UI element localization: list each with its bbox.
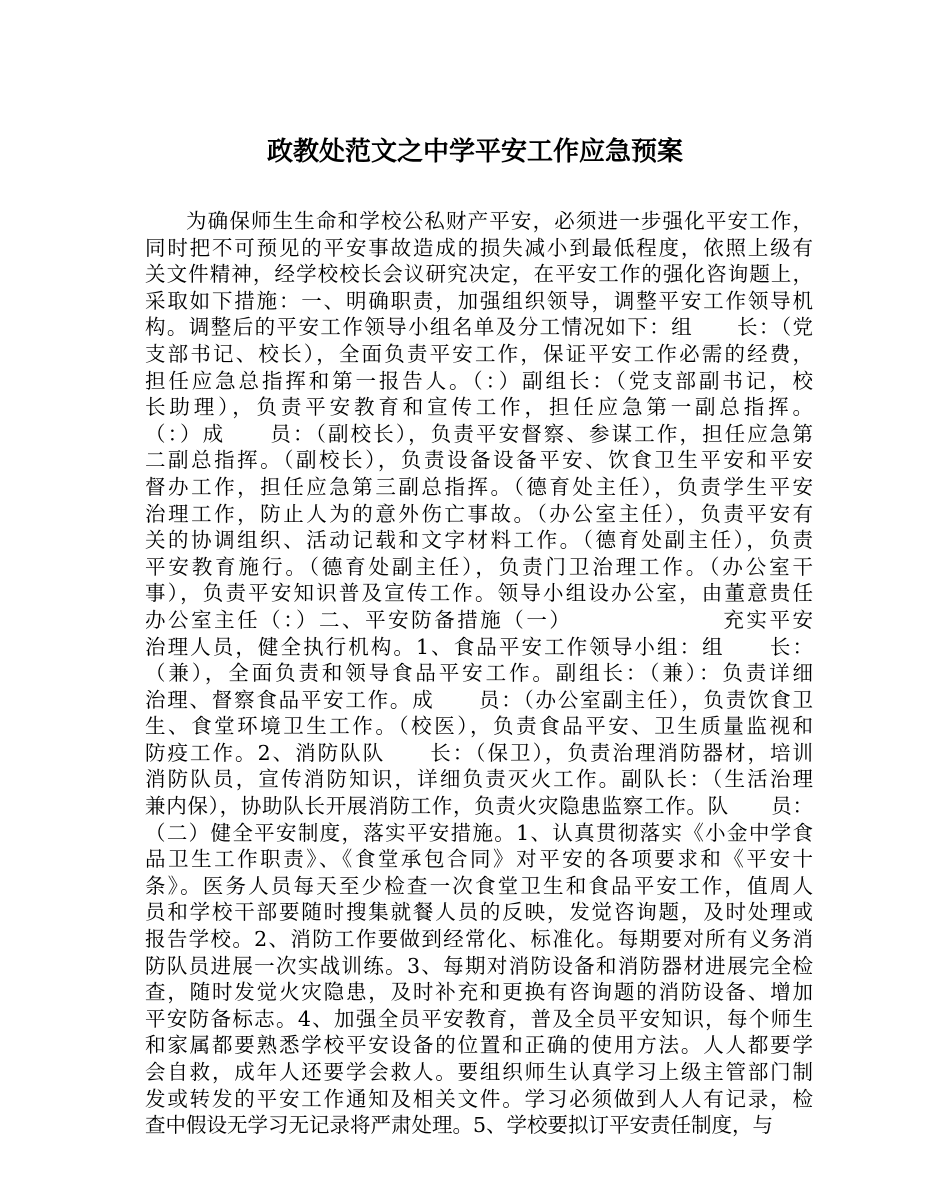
body-line: 采取如下措施：一、明确职责，加强组织领导，调整平安工作领导机 bbox=[145, 288, 813, 313]
body-line: 报告学校。2、消防工作要做到经常化、标准化。每期要对所有义务消 bbox=[145, 927, 813, 952]
body-line: 关的协调组织、活动记载和文字材料工作。（德育处副主任），负责 bbox=[145, 528, 813, 553]
body-line: 担任应急总指挥和第一报告人。（：）副组长：（党支部副书记，校 bbox=[145, 368, 813, 393]
body-line: 事），负责平安知识普及宣传工作。领导小组设办公室，由董意贵任 bbox=[145, 581, 813, 606]
body-line: 同时把不可预见的平安事故造成的损失减小到最低程度，依照上级有 bbox=[145, 235, 813, 260]
body-line: （：）成 员：（副校长），负责平安督察、参谋工作，担任应急第 bbox=[145, 421, 813, 446]
body-line: 兼内保），协助队长开展消防工作，负责火灾隐患监察工作。队 员： bbox=[145, 794, 813, 819]
body-line: 构。调整后的平安工作领导小组名单及分工情况如下：组 长：（党 bbox=[145, 315, 813, 340]
body-line: 查中假设无学习无记录将严肃处理。5、学校要拟订平安责任制度，与 bbox=[145, 1113, 774, 1138]
body-line: 办公室主任（：）二、平安防备措施（一） 充实平安 bbox=[145, 607, 813, 632]
body-line: （二）健全平安制度，落实平安措施。1、认真贯彻落实《小金中学食 bbox=[145, 820, 813, 845]
body-line: 防疫工作。2、消防队队 长：（保卫），负责治理消防器材，培训 bbox=[145, 740, 813, 765]
body-line: 二副总指挥。（副校长），负责设备设备平安、饮食卫生平安和平安 bbox=[145, 448, 813, 473]
body-line: 生、食堂环境卫生工作。（校医），负责食品平安、卫生质量监视和 bbox=[145, 714, 813, 739]
document-body bbox=[145, 208, 813, 1139]
body-line: 支部书记、校长），全面负责平安工作，保证平安工作必需的经费， bbox=[145, 341, 813, 366]
body-line: 员和学校干部要随时搜集就餐人员的反映，发觉咨询题，及时处理或 bbox=[145, 900, 813, 925]
body-line: 防队员进展一次实战训练。3、每期对消防设备和消防器材进展完全检 bbox=[145, 953, 813, 978]
body-line: 条》。医务人员每天至少检查一次食堂卫生和食品平安工作，值周人 bbox=[145, 873, 813, 898]
body-line: 品卫生工作职责》、《食堂承包合同》对平安的各项要求和《平安十 bbox=[145, 847, 813, 872]
body-line: 督办工作，担任应急第三副总指挥。（德育处主任），负责学生平安 bbox=[145, 474, 813, 499]
body-line: 平安教育施行。（德育处副主任），负责门卫治理工作。（办公室干 bbox=[145, 554, 813, 579]
body-line: 发或转发的平安工作通知及相关文件。学习必须做到人人有记录，检 bbox=[145, 1086, 813, 1111]
body-line: 为确保师生生命和学校公私财产平安，必须进一步强化平安工作， bbox=[186, 209, 813, 233]
body-line: 平安防备标志。4、加强全员平安教育，普及全员平安知识，每个师生 bbox=[145, 1006, 813, 1031]
body-line: 治理人员，健全执行机构。1、食品平安工作领导小组：组 长： bbox=[145, 634, 813, 659]
body-line: 关文件精神，经学校校长会议研究决定，在平安工作的强化咨询题上， bbox=[145, 262, 813, 287]
body-line: 会自救，成年人还要学会救人。要组织师生认真学习上级主管部门制 bbox=[145, 1060, 813, 1084]
body-line: 消防队员，宣传消防知识，详细负责灭火工作。副队长：（生活治理 bbox=[145, 767, 813, 792]
body-line: 治理工作，防止人为的意外伤亡事故。（办公室主任），负责平安有 bbox=[145, 501, 813, 526]
body-line: 和家属都要熟悉学校平安设备的位置和正确的使用方法。人人都要学 bbox=[145, 1033, 813, 1058]
body-line: 查，随时发觉火灾隐患，及时补充和更换有咨询题的消防设备、增加 bbox=[145, 980, 813, 1005]
body-line: （兼），全面负责和领导食品平安工作。副组长：（兼）：负责详细 bbox=[145, 661, 813, 686]
document-title: 政教处范文之中学平安工作应急预案 bbox=[266, 137, 683, 167]
body-line: 治理、督察食品平安工作。成 员：（办公室副主任），负责饮食卫 bbox=[145, 687, 813, 712]
body-line: 长助理），负责平安教育和宣传工作，担任应急第一副总指挥。 bbox=[145, 395, 813, 420]
